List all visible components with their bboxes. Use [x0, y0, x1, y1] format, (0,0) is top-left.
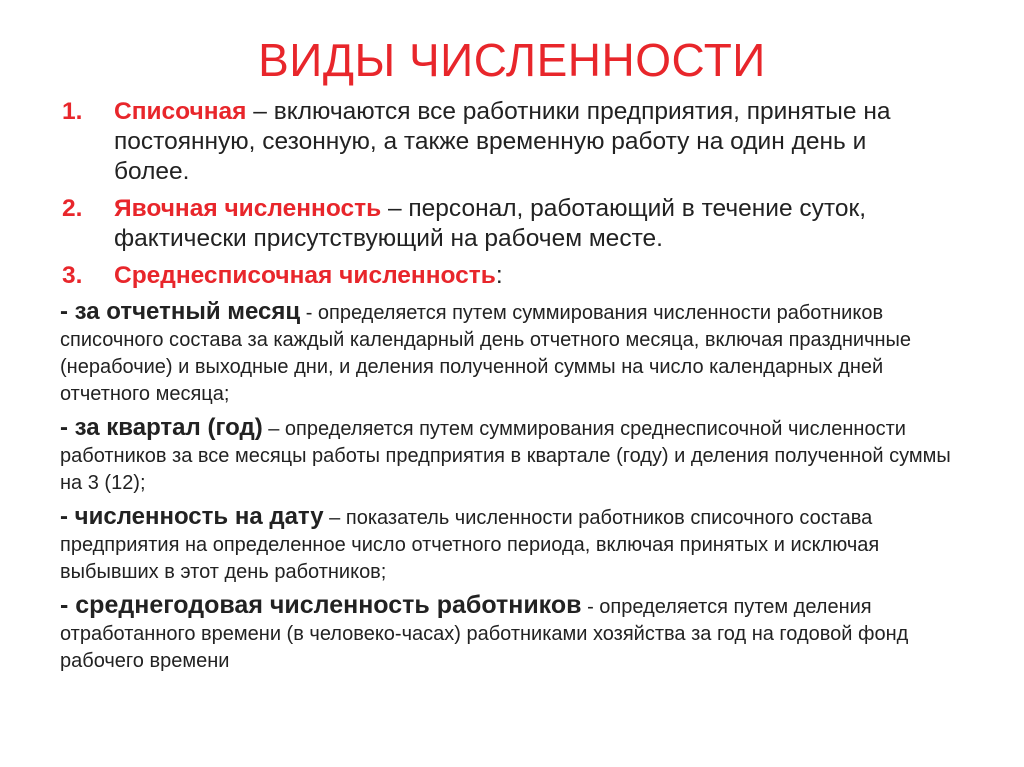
item-text: – включаются все работники предприятия, принятые на постоянную, сезонную, а также временную работу на один день и более.: [114, 98, 891, 185]
dash-item-text: – показатель численности работников списочного состава предприятия на определенное число отчетного периода, включая принятых и исключая выбывших в этот день работников;: [60, 507, 880, 583]
dash-item-on-date: [60, 503, 960, 586]
item-number: 2.: [62, 195, 83, 222]
item-term: Явочная численность: [114, 195, 382, 222]
slide-title: ВИДЫ ЧИСЛЕННОСТИ: [258, 34, 766, 86]
dash-item-annual: [60, 592, 960, 675]
dash-item-lead: - за квартал (год): [60, 414, 263, 441]
item-term: Списочная: [114, 98, 247, 125]
item-text: – персонал, работающий в течение суток, фактически присутствующий на рабочем месте.: [114, 195, 867, 252]
dash-list: [60, 298, 960, 681]
item-term: Среднесписочная численность: [114, 262, 496, 289]
dash-item-quarterly: [60, 414, 960, 497]
numbered-item-1: [62, 97, 922, 187]
item-number: 3.: [62, 262, 83, 289]
item-text: :: [495, 262, 503, 289]
item-number: 1.: [62, 98, 83, 125]
numbered-item-3: [62, 261, 922, 291]
numbered-item-2: [62, 194, 922, 254]
numbered-list: [62, 97, 922, 298]
dash-item-text: – определяется путем суммирования среднесписочной численности работников за все месяцы работы предприятия в квартале (году) и деления полученной суммы на 3 (12);: [60, 418, 951, 494]
dash-item-lead: - численность на дату: [60, 503, 324, 530]
dash-item-lead: - за отчетный месяц: [60, 298, 301, 325]
dash-item-text: - определяется путем суммирования численности работников списочного состава за каждый календарный день отчетного месяца, включая праздничные (нерабочие) и выходные дни, и деления полученной суммы на число календарных дней отчетного месяца;: [60, 302, 912, 405]
dash-item-monthly: [60, 298, 960, 408]
dash-item-lead: - среднегодовая численность работников: [60, 591, 582, 619]
dash-item-text: - определяется путем деления отработанного времени (в человеко-часах) работниками хозяйства за год на годовой фонд рабочего времени: [60, 596, 909, 672]
